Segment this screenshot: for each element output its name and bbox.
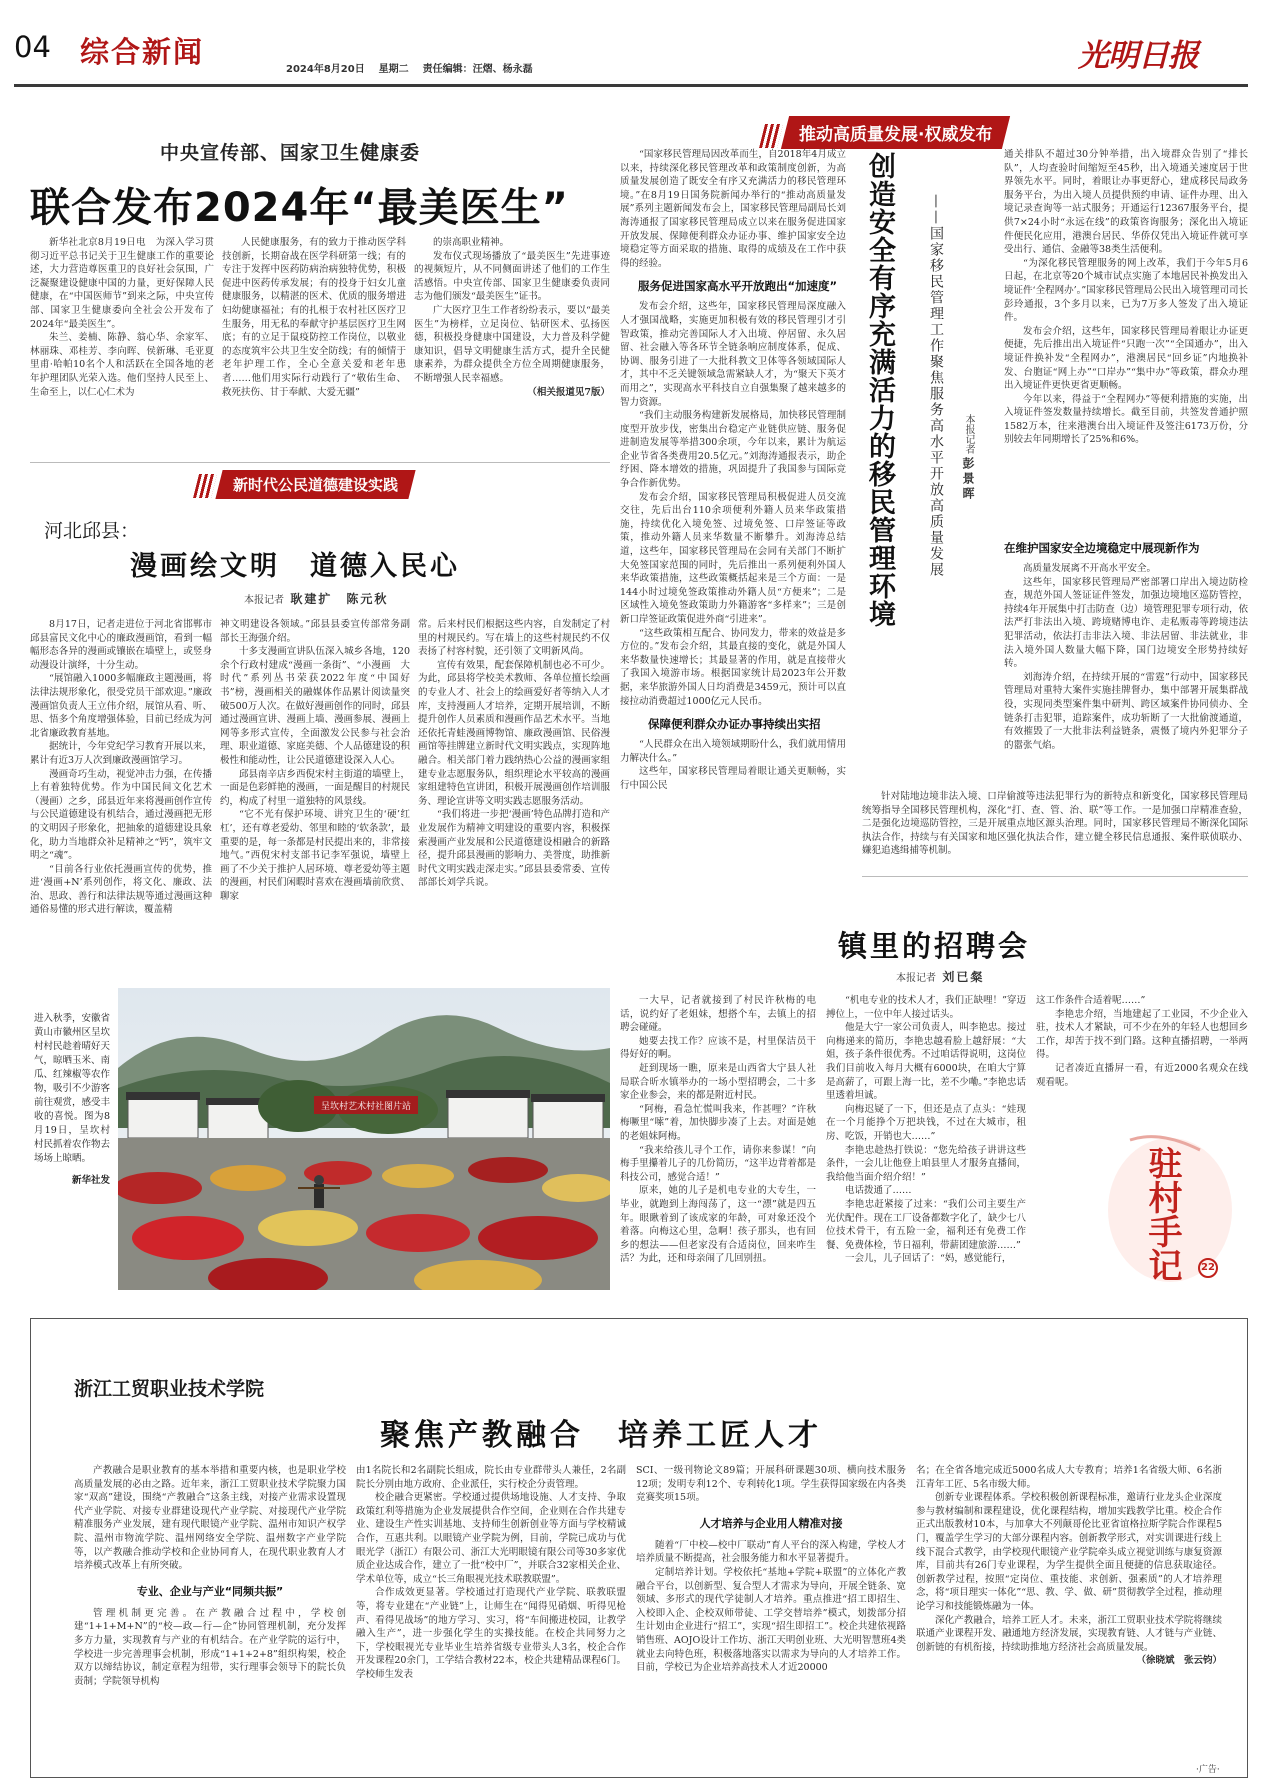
harvest-photo [118, 988, 610, 1290]
ethics-column-1 [30, 618, 212, 917]
issue-date [286, 60, 533, 75]
paragraph: 记者凑近直播屏一看，有近2000名观众在线观看呢。 [1036, 1062, 1248, 1088]
masthead-logo: 光明日报 [1078, 38, 1198, 74]
paragraph: 原来，她的儿子是机电专业的大专生，一毕业，就跑到上海闯荡了，这一“漂”就是四五年。眼瞅着到了该成家的年龄，可对象还没个着落。向梅这心里，急啊！孩子那头，也有回乡的想法——但老家没有合适岗位，回来咋生活？为此，还和母亲闹了几回别扭。 [620, 1185, 816, 1265]
ethics-column-2 [220, 618, 410, 903]
paragraph: “这些政策相互配合、协同发力，带来的效益是多方位的。”发布会介绍，其最直接的变化，就是外国人来华数量快速增长；其最显著的作用，就是直接带火了我国入境游市场。根据国家统计局2023年公开数据，来华旅游外国人日均消费是3459元，预计可以直接拉动消费超过1000亿元人民币。 [620, 627, 846, 707]
jobfair-column-3 [1036, 994, 1248, 1089]
college-column-1 [74, 1464, 346, 1688]
immigration-section-3-continued [862, 790, 1248, 858]
paragraph: 李艳忠介绍，当地建起了工业园，不少企业入驻，技术人才紧缺，可不少在外的年轻人也想回乡工作，却苦于找不到门路。这种直播招聘，一举两得。 [1036, 1008, 1248, 1061]
college-column-3 [636, 1464, 906, 1675]
divider [862, 876, 1248, 877]
paragraph: 由1名院长和2名副院长组成，院长由专业群带头人兼任，2名副院长分别由地方政府、企业派任，实行校企分责管理。 [356, 1465, 626, 1490]
paragraph: 这些年，国家移民管理局着眼让通关更顺畅，实行中国公民 [620, 766, 846, 791]
college-headline: 聚焦产教融合 培养工匠人才 [380, 1418, 822, 1453]
paragraph: 常。后来村民们根据这些内容，自发制定了村里的村规民约。写在墙上的这些村规民约不仅表扬了村容村貌，还引领了文明新风尚。 [418, 619, 610, 658]
paragraph: 名；在全省各地完成近5000名成人大专教育；培养1名省级大师、6名浙江青年工匠、5名市级大师。 [916, 1465, 1222, 1490]
byline-name: 刘已粲 [942, 970, 985, 984]
paragraph: 通关排队不超过30分钟举措，出入境群众告别了“排长队”，人均查验时间缩短至45秒，出入境通关速度居于世界领先水平。同时，着眼让办事更舒心，建成移民局政务服务平台，为出入境人员提供预约申请、证件办理、出入境记录查询等一站式服务；开通运行12367服务平台，提供7×24小时“永远在线”的政策咨询服务；深化出入境证件便民化应用，港澳台居民、华侨仅凭出入境证件就可享受出行、通信、金融等38类生活便利。 [1004, 149, 1248, 256]
village-notes-badge [1100, 1120, 1240, 1288]
paragraph: 李艳忠赶紧接了过来：“我们公司主要生产光伏配件。现在工厂设备都数字化了，缺少七八位技术骨干，有五险一金，福利还有免费工作餐、免费体检，节日福利，带薪团建旅游……” [826, 1198, 1026, 1251]
jobfair-byline [896, 968, 984, 985]
paragraph: “国家移民管理局因改革而生，自2018年4月成立以来，持续深化移民管理改革和政策制度创新，为高质量发展创造了既安全有序又充满活力的移民管理环境。”在8月19日国务院新闻办举行的“推动高质量发展”系列主题新闻发布会上，国家移民管理局副局长刘海涛通报了国家移民管理局成立以来在服务促进国家开放发展、保障便利群众办证办事、维护国家安全边境稳定等方面采取的措施、取得的成绩及在工作中获得的经验。 [620, 149, 846, 269]
paragraph: “它不光有保护环境、讲究卫生的‘硬’红杠’，还有尊老爱幼、邻里和睦的‘软条款’，最重要的是，每一条都是村民提出来的，非常接地气。”西倪宋村支部书记李军强说，墙壁上画了不少关于推护人居环境、尊老爱幼等主题的漫画，村民们闲暇时喜欢在漫画墙前欣赏、聊家 [220, 809, 411, 902]
immigration-column-1 [620, 148, 846, 793]
paragraph: 创新专业课程体系。学校积极创新课程标准，邀请行业龙头企业深度参与教材编制和课程建设，优化课程结构，增加实践教学比重。校企合作正式出版教材10本，与加拿大不列颠哥伦比亚省谊格拉斯学院合作课程5门，覆盖学生学习的大部分课程内容。创新教学形式，对实训课进行线上线下混合式教学，由学校现代眼镜产业学院牵头成立视觉训练与康复资源库，目前共有26门专业课程，为学生提供全面且便捷的信息获取途径。创新教学过程，按照“定岗位、重技能、求创新、强素质”的人才培养理念，将“项目理实一体化”“思、教、学、做、研”贯彻教学全过程，推动理论学习和技能锻炼融为一体。 [916, 1492, 1222, 1612]
paragraph: “为深化移民管理服务的网上改革，我们于今年5月6日起，在北京等20个城市试点实施了本地居民补换发出入境证件‘全程网办’。”国家移民管理局公民出入境管理司司长彭玲通报，3个多月以来，已为7万多人签发了出入境证件。 [1004, 257, 1248, 324]
paragraph: 随着“厂中校—校中厂联动”育人平台的深入构建，学校人才培养质量不断提高，社会服务能力和水平显著提升。 [636, 1539, 906, 1565]
paragraph: 她要去找工作？应该不是，村里保洁员干得好好的啊。 [620, 1035, 816, 1061]
immigration-subhead-2: 保障便利群众办证办事持续出实招 [648, 717, 821, 732]
byline-label: 本报记者 [963, 414, 974, 454]
paragraph: “我们主动服务构建新发展格局，加快移民管理制度型开放步伐，密集出台稳定产业链供应链、服务促进制造发展等举措300余项，今年以来，累计为航运企业节省各类费用20.5亿元。”刘海涛通报表示，助企纾困、降本增效的措施，巩固提升了我国参与国际竞争合作新优势。 [620, 410, 846, 490]
paragraph: SCI、一级刊物论文89篇；开展科研课题30项、横向技术服务12项；发明专利12个、专利转化1项。学生获得国家级在内各类竞赛奖项15项。 [636, 1465, 906, 1504]
paragraph: 新华社北京8月19日电 为深入学习贯彻习近平总书记关于卫生健康工作的重要论述，大力营造尊医重卫的良好社会氛围，广泛凝聚建设健康中国的力量，更好保障人民健康，在“中国医师节”到来之际，中央宣传部、国家卫生健康委向全社会公开发布了2024年“最美医生”。 [30, 237, 214, 330]
immigration-subhead-3: 在维护国家安全边境稳定中展现新作为 [1004, 541, 1200, 555]
paragraph: “人民群众在出入境领域期盼什么，我们就用情用力解决什么。” [620, 739, 846, 764]
immigration-section-3 [1004, 540, 1248, 752]
harvest-photo-image [118, 988, 610, 1290]
see-also-note: （相关报道见7版） [527, 386, 610, 398]
paragraph: 宣传有效果，配套保障机制也必不可少。为此，邱县将学校美术教师、各单位擅长绘画的专业人才、社会上的绘画爱好者等纳入人才库，支持漫画人才培养，定期开展培训，不断提升创作人员素质和漫画作品艺术水平。当地还依托青蛙漫画博物馆、廉政漫画馆、民俗漫画馆等挂牌建立新时代文明实践点，实现阵地融合。相关部门着力践纳热心公益的漫画家组建专业志愿服务队，组织理论水平较高的漫画家组建特色宣讲团，积极开展漫画创作培训服务、理论宣讲等文明实践志愿服务活动。 [418, 659, 610, 807]
college-signature: （徐晓斌 张云钧） [1136, 1655, 1222, 1667]
ethics-location: 河北邱县： [44, 520, 140, 542]
paragraph: 一大早，记者就接到了村民许秋梅的电话，说约好了老姐妹，想搭个车，去镇上的招聘会碰碰。 [620, 995, 816, 1034]
paragraph: 电话拨通了…… [845, 1185, 912, 1197]
weekday-text: 星期二 [378, 64, 409, 75]
immigration-subtitle: ——国家移民管理工作聚焦服务高水平开放高质量发展 [928, 194, 944, 578]
editors-text: 责任编辑：汪熠、杨永磊 [422, 64, 533, 75]
ethics-column-3 [418, 618, 610, 890]
paragraph: 产教融合是职业教育的基本举措和重要内核，也是职业学校高质量发展的必由之路。近年来，浙江工贸职业技术学院聚力国家“双高”建设，围绕“产教融合”这条主线，对接产业需求设置现代产业学院、对接专业群建设现代产业学院、对接现代产业学院精准服务产业发展，建有现代眼镜产业学院、温州市知识产权学院、温州市物流学院、温州网络安全学院、温州数字产业学院等，以产教融合推动学校和企业协同育人，在现代职业教育人才培养模式改革上有所突破。 [74, 1465, 346, 1572]
college-subhead-2: 人才培养与企业用人精准对接 [699, 1516, 843, 1530]
header-rule [14, 84, 1248, 87]
doctors-column-2 [222, 236, 406, 399]
paragraph: 邱县南辛店乡西倪宋村主街道的墙壁上，一面是色彩鲜艳的漫画，一面是醒目的村规民约，构成了村里一道独特的风景线。 [220, 768, 411, 807]
paragraph: “展馆融入1000多幅廉政主题漫画，将法律法规形象化，很受党员干部欢迎。”廉政漫画馆负责人王立伟介绍，展馆从看、听、思、悟多个角度增强体验，目前已经成为河北省廉政教育基地。 [30, 673, 212, 739]
paragraph: 赶到现场一瞧，原来是山西省大宁县人社局联合昕水镇举办的一场小型招聘会，二十多家企业参会，来的都是附近村民。 [620, 1062, 816, 1102]
section-title: 综合新闻 [80, 35, 205, 69]
immigration-subhead-1: 服务促进国家高水平开放跑出“加速度” [638, 279, 838, 294]
ethics-headline: 漫画绘文明 道德入民心 [130, 551, 460, 582]
ethics-banner-label: 新时代公民道德建设实践 [215, 470, 415, 499]
ethics-byline [244, 590, 388, 607]
paragraph: “机电专业的技术人才，我们正缺哩！”穿迈搏位上，一位中年人接过话头。 [826, 995, 1026, 1020]
banner-stripes [193, 474, 217, 498]
paragraph: 向梅迟疑了一下，但还是点了点头：“娃现在一个月能挣个万把块钱，不过在大城市，租房、吃饭，开销也大……” [826, 1103, 1026, 1142]
paragraph: 定制培养计划。学校依托“基地+学院+联盟”的立体化产教融合平台，以创新型、复合型人才需求为导向，开展全链条、宽领域、多形式的现代学徒制人才培养。重点推进“招工即招生、入校即入企、企校双师带徒、工学交替培养”模式，划拨部分招生计划由企业进行“招工”，实现“招生即招工”。校企共建依视路销售班、AOJO设计工作坊、浙江天明创业班、大光明智慧班4类就业去向特色班，积极落地落实以需求为导向的人才培养工作。目前，学校已为企业培养高技术人才近20000 [636, 1566, 906, 1674]
immigration-banner [762, 116, 1007, 149]
banner-stripes [759, 124, 783, 148]
immigration-column-4 [1004, 148, 1248, 447]
badge-number: 22 [1198, 1258, 1218, 1278]
doctors-column-3 [414, 236, 610, 399]
paragraph: 人民健康服务，有的致力于推动医学科技创新，长期奋战在医学科研第一线；有的专注于发挥中医药防病治病独特优势，积极促进中医药传承发展；有的投身于妇女儿童健康服务，以精湛的医术、优质的服务增进妇幼健康福祉；有的扎根于农村社区医疗卫生服务，用无私的奉献守护基层医疗卫生网底；有的立足于鼠疫防控工作岗位，以敬业的态度筑牢公共卫生安全防线；有的倾情于老年护理工作，全心全意关爱和老年患者……他们用实际行动践行了“敬佑生命、救死扶伤、甘于奉献、大爱无疆” [222, 237, 406, 398]
badge-title: 驻村手记 [1142, 1146, 1182, 1282]
paragraph: 针对陆地边境非法入境、口岸偷渡等违法犯罪行为的新特点和新变化，国家移民管理局统筹指导全国移民管理机构，深化“打、查、管、治、联”等工作。一是加强口岸精准查验，二是强化边境巡防管控，三是开展重点地区源头治理。同时，国家移民管理局不断深化国际执法合作，持续与有关国家和地区强化执法合作，建立健全移民信息通报、案件联侦联办、嫌犯追逃缉捕等机制。 [862, 791, 1248, 857]
paragraph: 的崇高职业精神。 [433, 237, 510, 248]
doctors-column-1 [30, 236, 214, 399]
paragraph: 十多支漫画宣讲队伍深入城乡各地，120余个行政村建成“漫画一条街”、“小漫画 大时代”系列丛书荣获2022年度“中国好书”榜，漫画相关的融媒体作品累计阅读量突破500万人次。在做好漫画创作的同时，邱县通过漫画宣讲、漫画上墙、漫画参展、漫画上网等多形式宣传，全面激发公民参与社会治理、职业道德、家庭美德、个人品德建设的积极性和能动性，让公民道德建设深入人心。 [220, 646, 411, 766]
byline-names: 耿建扩 陈元秋 [290, 592, 389, 606]
paragraph: 这工作条件合适着呢……” [1036, 995, 1146, 1006]
paragraph: “我来给孩儿寻个工作，请你来参谋！”向梅手里攥着儿子的几份简历，“这半边背着都是科技公司，感觉合适！” [620, 1144, 816, 1183]
paragraph: 8月17日，记者走进位于河北省邯郸市邱县富民文化中心的廉政漫画馆，看到一幅幅形态各异的漫画或镶嵌在墙壁上，或竖身动漫设计演绎，十分生动。 [30, 619, 212, 671]
immigration-byline [960, 414, 977, 544]
paragraph: 神文明建设各领域。”邱县县委宣传部常务副部长王海强介绍。 [220, 619, 410, 644]
paragraph: 他是大宁一家公司负责人，叫李艳忠。接过向梅递来的简历，李艳忠越看脸上越舒展：“大姐，孩子条件很优秀。不过咱话得说明，这岗位我们目前收入每月大概有6000块，在咱大宁算是高薪了，可跟上海一比，差不少嘞。”李艳忠话里透着坦诚。 [826, 1022, 1026, 1102]
paragraph: “阿梅，看急忙慌叫我来，作甚哩？”许秋梅噘里“嗦”着，加快脚步凑了上去。对面是她的老姐妹阿梅。 [620, 1103, 816, 1142]
photo-sign-text: 呈坎村艺术村社图片站 [320, 1102, 412, 1112]
jobfair-column-2 [826, 994, 1026, 1266]
paragraph: 今年以来，得益于“全程网办”等便利措施的实施，出入境证件签发数量持续增长。截至目前，共签发普通护照1582万本，往来港澳台出入境证件及签注6173万份，分别较去年同期增长了25%和6%。 [1004, 393, 1248, 446]
photo-caption [34, 1012, 110, 1188]
paragraph: 朱兰、姜楠、陈静、翁心华、余家军、林丽珠、邓桂芳、李向晖、侯新琳、毛亚夏里甫·哈帕10名个人和活跃在全国各地的老年护理团队光荣入选。他们坚持人民至上、生命至上，以仁心仁术为 [30, 332, 214, 398]
immigration-title: 创造安全有序充满活力的移民管理环境 [864, 152, 895, 628]
paragraph: 高质量发展离不开高水平安全。 [1023, 563, 1157, 574]
paragraph: 一会儿，儿子回话了：“妈，感觉能行， [845, 1253, 1012, 1265]
college-name: 浙江工贸职业技术学院 [74, 1378, 265, 1400]
jobfair-headline: 镇里的招聘会 [838, 929, 1031, 963]
paragraph: 发布会介绍，这些年，国家移民管理局着眼让办证更便捷，先后推出出入境证件“只跑一次”“全国通办”，出入境证件换补发“全程网办”，港澳居民“回乡证”内地换补发、台胞证“网上办”“口岸办”“集中办”等政策，群众办理出入境证件更快更省更顺畅。 [1004, 325, 1248, 392]
byline-name: 彭景晖 [961, 457, 975, 503]
college-column-2 [356, 1464, 626, 1682]
paragraph: 漫画奇巧生动，视觉冲击力强，在传播上有着独特优势。作为中国民间文化艺术（漫画）之乡，邱县近年来将漫画创作宣传与公民道德建设有机结合，通过漫画把无形的文明因子形象化，把抽象的道德建设具象化，助力当地群众补足精神之“钙”，筑牢文明之“魂”。 [30, 768, 212, 862]
paragraph: 刘海涛介绍，在持续开展的“雷霆”行动中，国家移民管理局对重特大案件实施挂牌督办，集中部署开展集群战役，实现同类型案件集中研判、跨区域案件协同侦办、全链条打击犯罪，追踪案件，成功斩断了一大批偷渡通道，有效摧毁了一大批非法利益链条，震慑了境内外犯罪分子的嚣张气焰。 [1004, 671, 1248, 751]
paragraph: 发布会介绍，这些年，国家移民管理局深度融入人才强国战略，实施更加积极有效的移民管理引才引智政策，推动完善国际人才入出境、停居留、永久居留、社会融入等各环节全链条响应制度体系，促成、协调、服务引进了一大批科教文卫体等各领域国际人才，其中不乏关键领域急需紧缺人才，为“聚天下英才而用之”，实现高水平科技自立自强集聚了越来越多的智力资源。 [620, 301, 846, 408]
divider [30, 462, 610, 463]
paragraph: 广大医疗卫生工作者纷纷表示，要以“最美医生”为榜样，立足岗位、钻研医术、弘扬医德，积极投身健康中国建设，大力普及科学健康知识，倡导文明健康生活方式，提升全民健康素养，为群众提供全方位全周期健康服务，不断增强人民幸福感。 [414, 304, 610, 384]
paragraph: 校企融合更紧密。学校通过提供场地设施、人才支持、争取政策红利等措施为企业发展提供合作空间，企业则在合作共建专业、建设生产性实训基地、支持师生创新创业等方面与学校精诚合作，互惠共利。以眼镜产业学院为例，目前，学院已成功与优眼光学（浙江）有限公司、浙江大光明眼镜有限公司等30多家优质企业达成合作，建立了一批“校中厂”，并联合32家相关企业、学术单位等，成立“长三角眼视光技术联教联盟”。 [356, 1492, 626, 1585]
paragraph: 这些年，国家移民管理局严密部署口岸出入境边防检查，规范外国人签证证件签发，加强边境地区巡防管控，持续4年开展集中打击防查（边）境管理犯罪专项行动，依法严打非法出入境、跨境赌博电诈、走私贩毒等跨境违法犯罪活动，依法打击非法入境、非法居留、非法就业，非法入境外国人数量大幅下降，国门边境安全形势持续好转。 [1004, 576, 1248, 670]
college-column-4 [916, 1464, 1222, 1668]
date-text: 2024年8月20日 [286, 64, 365, 75]
caption-text: 进入秋季，安徽省黄山市徽州区呈坎村村民趁着晴好天气，晾晒玉米、南瓜、红辣椒等农作物，吸引不少游客前往观赏，感受丰收的喜悦。图为8月19日，呈坎村村民抓着农作物去场场上晾晒。 [34, 1013, 111, 1164]
paragraph: 深化产教融合，培养工匠人才。未来，浙江工贸职业技术学院将继续联通产业课程开发、融通地方经济发展，实现教育链、人才链与产业链、创新链的有机衔接，持续助推地方经济社会高质量发展。 [916, 1614, 1222, 1653]
paragraph: “目前各行业依托漫画宣传的优势，推进‘漫画+N’系列创作，将文化、廉政、法治、思政、善行和法律法规等通过漫画这种通俗易懂的形式进行解读，覆盖精 [30, 863, 212, 916]
paragraph: “我们将进一步把‘漫画’特色品牌打造和产业发展作为精神文明建设的重要内容，积极探索漫画产业发展和公民道德建设相融合的新路径，提升邱县漫画的影响力、美誉度，助推新时代文明实践走深走实。”邱县县委常委、宣传部部长刘学兵说。 [418, 809, 610, 889]
paragraph: 合作成效更显著。学校通过打造现代产业学院、联教联盟等，将专业建在“产业链”上，让师生在“闻得见硝烟、听得见枪声、看得见战场”的地方学习、实习，将“车间搬进校园，让教学融入生产”，进一步强化学生的实操技能。在校企共同努力之下，学校眼视光专业毕业生培养省级专业带头人3名，校企合作开发课程20余门，工学结合教材22本，校企共建精品课程6门。学校师生发表 [356, 1587, 626, 1680]
doctors-kicker: 中央宣传部、国家卫生健康委 [160, 142, 421, 164]
paragraph: 发布会介绍，国家移民管理局积极促进人员交流交往，先后出台110余项便利外籍人员来华政策措施，持续优化入境免签、过境免签、口岸签证等政策，推动外籍人员来华数量不断攀升。刘海涛总结道，这些年，国家移民管理局在会同有关部门不断扩大免签国家范围的同时，先后推出一系列便利外国人来华政策措施，这些政策概括起来是三个方面：一是144小时过境免签政策推动外籍人员“方便来”；二是区域性入境免签政策助力外籍游客“多样来”；三是创新口岸签证政策促进外商“引进来”。 [620, 491, 846, 625]
page-number: 04 [14, 30, 51, 64]
paragraph: 发布仪式现场播放了“最美医生”先进事迹的视频短片，从不同侧面讲述了他们的工作生活感悟。中央宣传部、国家卫生健康委负责同志为他们颁发“最美医生”证书。 [414, 250, 610, 303]
photo-credit: 新华社发 [71, 1175, 110, 1186]
paragraph: 李艳忠趁热打铁说：“您先给孩子讲讲这些条件，一会儿让他登上咱县里人才服务直播间，我给他当面介绍介绍！” [826, 1144, 1026, 1183]
byline-label: 本报记者 [896, 973, 936, 984]
ethics-banner [196, 470, 412, 499]
paragraph: 管理机制更完善。在产教融合过程中，学校创建“1+1+M+N”的“校—政—行—企”协同管理机制，充分发挥多方力量，实现教育与产业的有机结合。在产业学院的运行中，学校进一步完善理事会机制，形成“1+1+2+8”组织构架，校企双方以缔结协议，制定章程为纽带，实行理事会领导下的院长负责制；学院领导机构 [74, 1607, 346, 1687]
doctors-headline: 联合发布2024年“最美医生” [30, 185, 569, 231]
paragraph: 据统计，今年党纪学习教育开展以来，累计有近3万人次到廉政漫画馆学习。 [30, 741, 212, 766]
jobfair-column-1 [620, 994, 816, 1266]
college-subhead-1: 专业、企业与产业“同频共振” [136, 1584, 284, 1598]
immigration-banner-label: 推动高质量发展·权威发布 [781, 116, 1011, 149]
byline-label: 本报记者 [244, 595, 284, 606]
ad-mark: ·广告· [1196, 1765, 1220, 1775]
